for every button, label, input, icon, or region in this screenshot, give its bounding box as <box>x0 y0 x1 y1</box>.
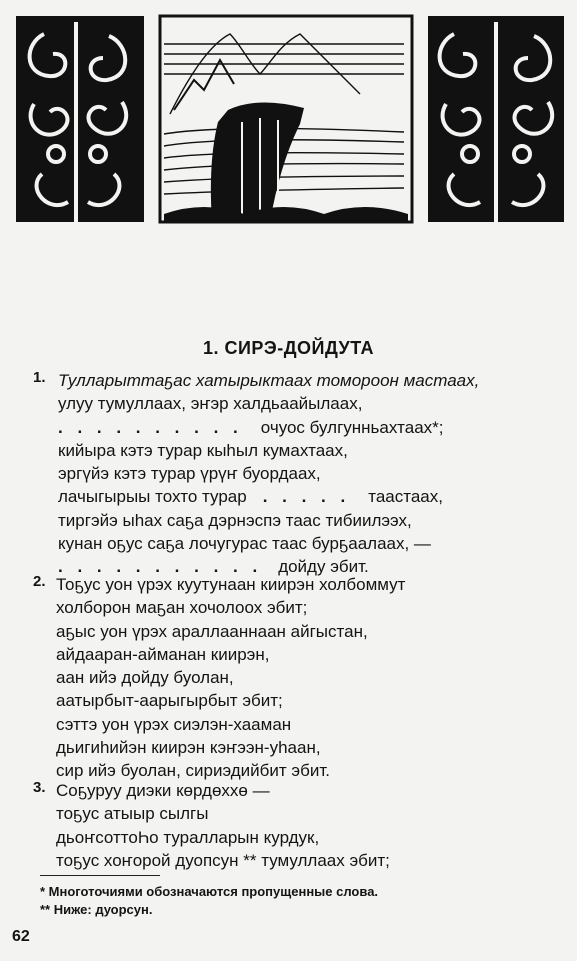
verse-line: сир ийэ буолан, сириэдийбит эбит. <box>56 761 330 781</box>
verse-line: кийыра кэтэ турар кыһыл кумахтаах, <box>58 440 348 460</box>
verse-line: кунан оҕус саҕа лочугурас таас бурҕаалаах, — <box>58 534 431 554</box>
verse-line: эргүйэ кэтэ турар үрүҥ буордаах, <box>58 464 321 484</box>
verse-line: аатырбыт-аарыгырбыт эбит; <box>56 691 283 711</box>
verse-line: сэттэ уон үрэх сиэлэн-хааман <box>56 714 292 734</box>
verse-line: тиргэйэ ыhах саҕа дэрнэспэ таас тибиилээх, <box>58 510 412 530</box>
verse-line: аҕыс уон үрэх араллааннаан айгыстан, <box>56 621 368 641</box>
verse-line <box>33 485 533 508</box>
verse-line: Тулларыттаҕас хатырыктаах томороон мастаах, <box>58 371 480 390</box>
verse-line: дьигиһийэн киирэн кэҥээн-уһаан, <box>56 738 321 758</box>
verse-line <box>33 416 533 439</box>
verse-fragment: очуос булгунньахтаах*; <box>260 417 444 437</box>
verse-line: Тоҕус уон үрэх куутунаан киирэн холбоммут <box>56 575 406 594</box>
stanza-2 <box>33 573 533 783</box>
stanza-3 <box>33 779 533 872</box>
verse-line: холборон маҕан хочолоох эбит; <box>56 598 308 618</box>
footnote-divider <box>40 875 160 876</box>
verse-line: дьоҥсоттоҺо туралларын курдук, <box>56 827 320 847</box>
poem-title: 1. СИРЭ-ДОЙДУТА <box>202 338 375 358</box>
verse-fragment: таастаах, <box>368 487 443 507</box>
stanza-number: 2. <box>33 573 46 590</box>
footnote: * Многоточиями обозначаются пропущенные слова. <box>40 884 379 899</box>
verse-line: тоҕус атыыр сылгы <box>56 804 209 824</box>
ellipsis-gap: . . . . . . . . . . . <box>58 557 263 577</box>
verse-line: улуу тумуллаах, эҥэр халдьаайылаах, <box>58 394 363 414</box>
ellipsis-gap: . . . . . . . . . . <box>58 417 243 437</box>
verse-line: Соҕуруу диэки көрдөххө — <box>56 781 270 800</box>
verse-line: аан ийэ дойду буолан, <box>56 668 234 688</box>
stanza-number: 3. <box>33 779 46 796</box>
stanza-1 <box>33 369 533 579</box>
center-landscape <box>160 16 412 222</box>
right-ornament-panel <box>428 16 564 222</box>
verse-line: тоҕус хоҥорой дуопсун ** тумуллаах эбит; <box>56 850 390 870</box>
verse-fragment: дойду эбит. <box>278 557 369 577</box>
footnote: ** Ниже: дуорсун. <box>40 902 153 917</box>
verse-line: айдааран-айманан киирэн, <box>56 644 270 664</box>
stanza-number: 1. <box>33 369 46 386</box>
verse-fragment: лачыгырыы тохто турар <box>58 487 247 507</box>
header-illustration <box>14 14 566 226</box>
left-ornament-panel <box>16 16 144 222</box>
page-number: 62 <box>12 928 30 945</box>
ellipsis-gap: . . . . . <box>262 487 351 507</box>
